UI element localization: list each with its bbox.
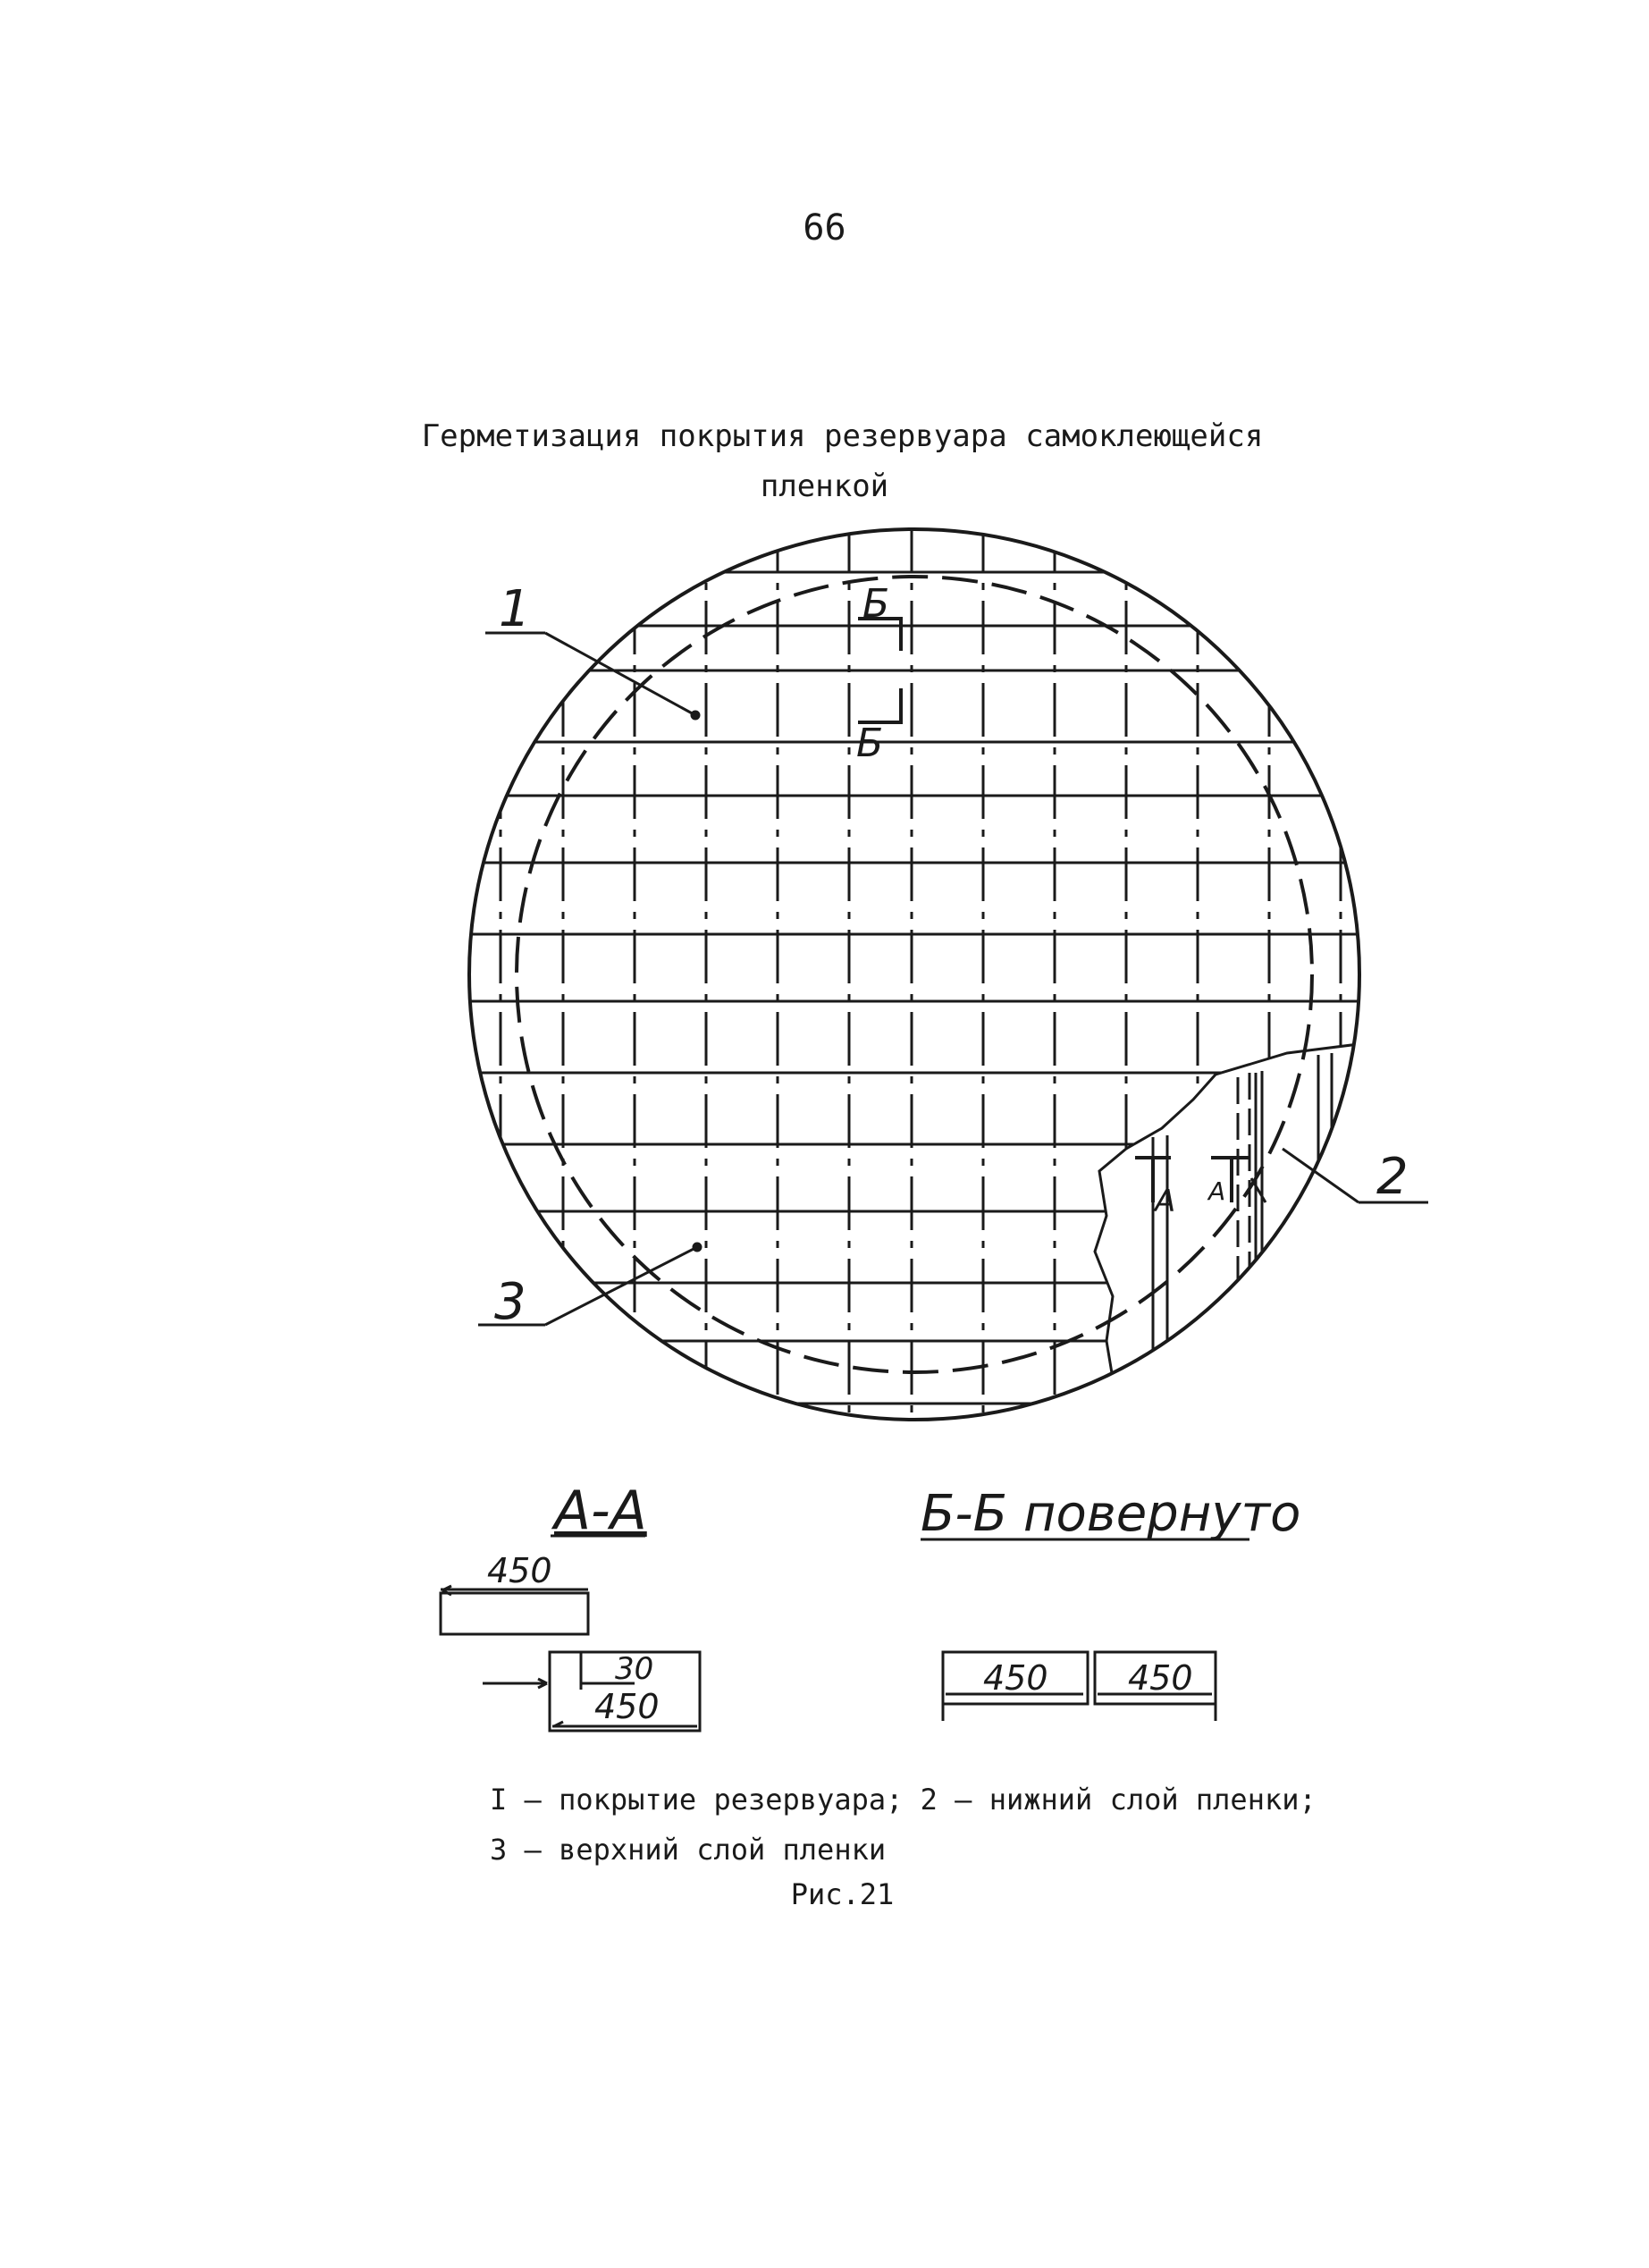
page-number: 66 xyxy=(803,207,846,249)
section-bb-dim-right: 450 xyxy=(1128,1658,1193,1698)
section-aa-title: А-А xyxy=(554,1480,647,1542)
section-a-label-2: А xyxy=(1208,1176,1226,1206)
figure-caption: Рис.21 xyxy=(790,1877,895,1911)
callout-1-leader xyxy=(485,633,699,719)
section-aa-dim-overlap: 30 xyxy=(615,1651,654,1687)
lower-film-fragment xyxy=(1095,1044,1430,1430)
panel-grid xyxy=(465,519,1367,1430)
section-bb-title: Б-Б повернуто xyxy=(921,1485,1301,1543)
title-line-1: Герметизация покрытия резервуара самоклеющейся xyxy=(421,418,1264,454)
section-a-label-1: А xyxy=(1155,1184,1176,1219)
callout-3-label: 3 xyxy=(494,1273,526,1331)
callout-2-label: 2 xyxy=(1376,1148,1409,1206)
legend-line-2: 3 – верхний слой пленки xyxy=(490,1833,887,1867)
section-b-top-label: Б xyxy=(862,581,890,627)
section-aa-drawing xyxy=(441,1586,700,1731)
section-b-bottom-label: Б xyxy=(856,721,884,766)
callout-1-label: 1 xyxy=(499,580,531,638)
legend xyxy=(490,1775,1317,1875)
section-bb-dim-left: 450 xyxy=(983,1658,1048,1698)
section-aa-dim-bottom: 450 xyxy=(594,1687,660,1726)
title-line-2: пленкой xyxy=(760,468,889,504)
section-aa-dim-top: 450 xyxy=(487,1551,552,1590)
legend-line-1: I – покрытие резервуара; 2 – нижний слой пленки; xyxy=(490,1783,1317,1817)
